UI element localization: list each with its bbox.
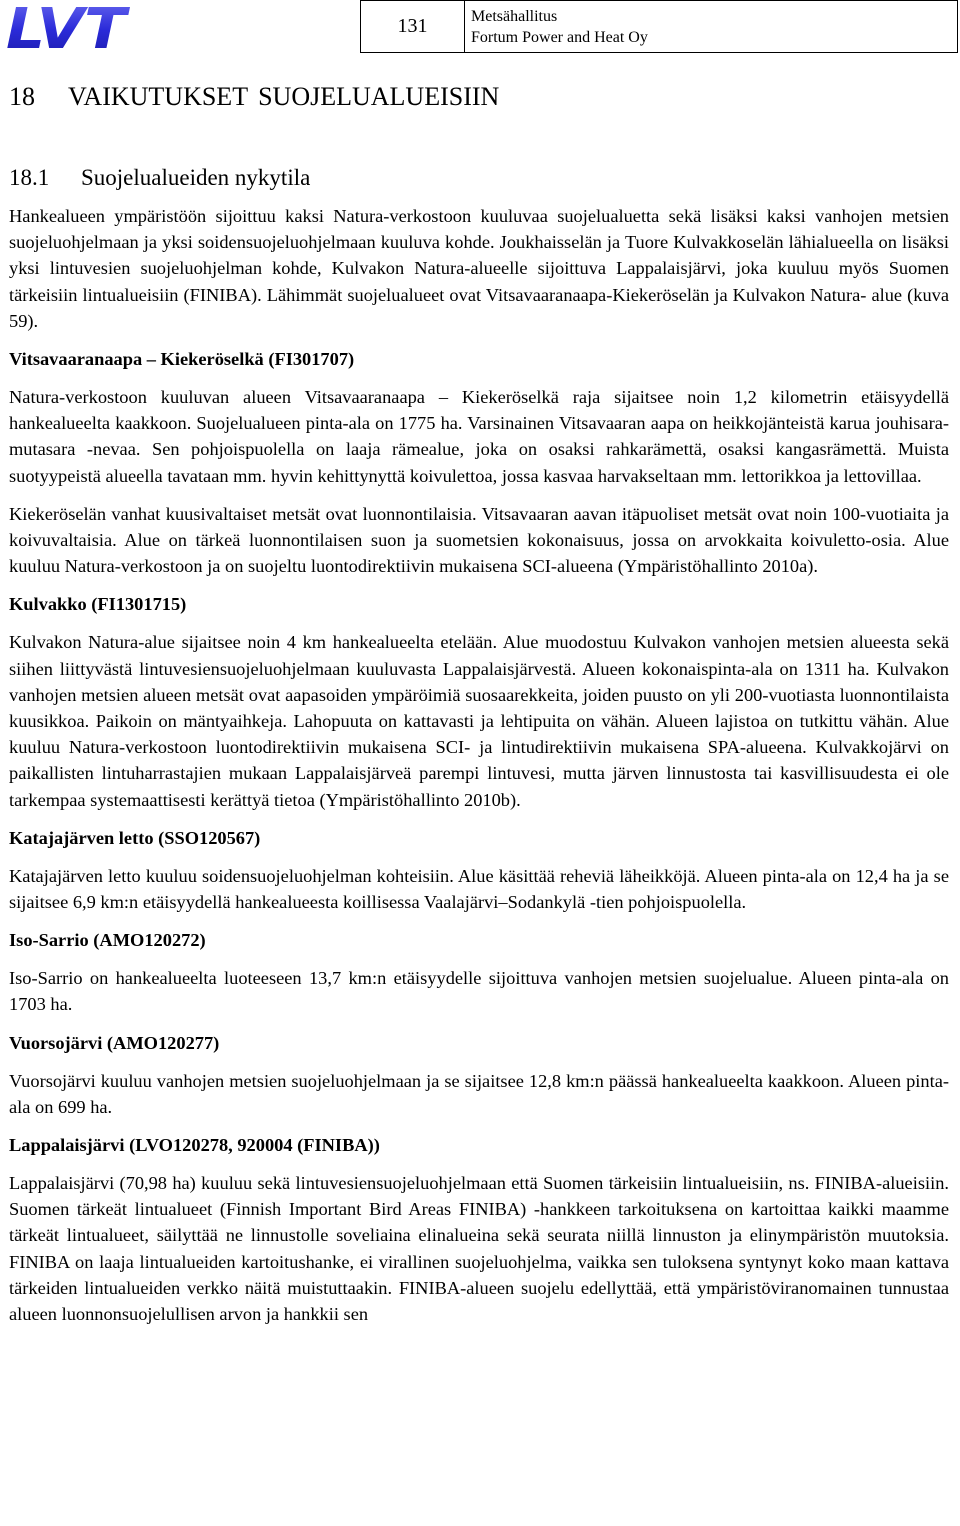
intro-paragraph: Hankealueen ympäristöön sijoittuu kaksi Natura-verkostoon kuuluvaa suojelualuetta sekä lisäksi kaksi vanhojen metsien suojeluohjelmaan ja yksi soidensuojeluohjelmaan kuuluva kohde. Joukhaisselän ja Tuore Kulvakkoselän lähialueella on lisäksi yksi lintuvesien suojeluohjelman kohde, Kulvakon Natura-alueelle sijoittuva Lappalaisjärvi, joka kuuluu myös Suomen tärkeisiin lintualueisiin (FINIBA). Lähimmät suojelualueet ovat Vitsavaaranaapa-Kiekeröselän ja Kulvakon Natura- alue (kuva 59). bbox=[9, 206, 949, 331]
area-heading: Vuorsojärvi (AMO120277) bbox=[9, 1032, 220, 1053]
page-header bbox=[0, 0, 958, 53]
section-number: 18.1 bbox=[9, 165, 50, 190]
document-body bbox=[9, 78, 949, 1339]
area-paragraph: Iso-Sarrio on hankealueelta luoteeseen 13,7 km:n etäisyydelle sijoittuva vanhojen metsien suojelualue. Alueen pinta-ala on 1703 ha. bbox=[9, 968, 949, 1015]
section-title: Suojelualueiden nykytila bbox=[81, 165, 311, 190]
chapter-heading bbox=[9, 78, 949, 116]
area-heading: Iso-Sarrio (AMO120272) bbox=[9, 930, 206, 951]
logo-cell bbox=[0, 1, 361, 53]
area-heading: Vitsavaaranaapa – Kiekeröselkä (FI301707) bbox=[9, 349, 355, 370]
organization-line-2: Fortum Power and Heat Oy bbox=[471, 28, 648, 46]
area-paragraph: Kulvakon Natura-alue sijaitsee noin 4 km hankealueelta etelään. Alue muodostuu Kulvakon vanhojen metsien alueesta sekä siihen liittyvästä lintuvesiensuojeluohjelmaan kuuluvasta Lappalaisjärvestä. Alueen kokonaispinta-ala on 1311 ha. Kulvakon vanhojen metsien alueen metsät ovat aapasoiden ympäröimiä suosaarekkeita, joiden puusto on yli 200-vuotiasta luonnontilaista kuusikkoa. Paikoin on mäntyaihkeja. Lahopuuta on kattavasti ja lehtipuita on vähän. Alueen lajistoa on tutkittu vähän. Alue kuuluu Natura-verkostoon luontodirektiivin mukaisena SCI- ja lintudirektiivin mukaisena SPA-alueena. Kulvakkojärvi on paikallisten lintuharrastajien mukaan Lappalaisjärveä parempi lintuvesi, mutta järven linnustosta tai kasvillisuudesta ei ole tarkempaa systemaattisesti kerättyä tietoa (Ympäristöhallinto 2010b). bbox=[9, 632, 949, 810]
chapter-number: 18 bbox=[9, 82, 35, 111]
area-paragraph: Lappalaisjärvi (70,98 ha) kuuluu sekä lintuvesiensuojeluohjelmaan että Suomen tärkeisiin lintualueisiin, ns. FINIBA-alueisiin. Suomen tärkeät lintualueet (Finnish Important Bird Areas FINIBA) -hankkeen tarkoituksena on kartoittaa kaikki maamme tärkeät lintualueet, säilyttää ne linnustolle soveliaina elinalueina sekä seurata niillä linnuston ja elinympäristön muutoksia. FINIBA on laaja lintualueiden kartoitushanke, ei virallinen suojeluohjelma, vaikka sen tuloksena syntynyt koko maan kattava tärkeiden lintualueiden verkko näitä muistuttaakin. FINIBA-alueen suojelu edellyttää, että ympäristöviranomainen tunnustaa alueen luonnonsuojelullisen arvon ja hankkii sen bbox=[9, 1173, 949, 1325]
section-heading bbox=[9, 161, 949, 195]
area-heading: Katajajärven letto (SSO120567) bbox=[9, 827, 261, 848]
area-heading: Lappalaisjärvi (LVO120278, 920004 (FINIBA)) bbox=[9, 1135, 380, 1156]
area-paragraph: Vuorsojärvi kuuluu vanhojen metsien suojeluohjelmaan ja se sijaitsee 12,8 km:n päässä hankealueelta kaakkoon. Alueen pinta-ala on 699 ha. bbox=[9, 1070, 949, 1117]
page-number: 131 bbox=[361, 1, 465, 53]
chapter-title: VAIKUTUKSET SUOJELUALUEISIIN bbox=[68, 82, 500, 111]
area-paragraph: Natura-verkostoon kuuluvan alueen Vitsavaaranaapa – Kiekeröselkä raja sijaitsee noin 1,2 kilometrin etäisyydellä hankealueelta kaakkoon. Suojelualueen pinta-ala on 1775 ha. Varsinainen Vitsavaaran aapa on heikkojänteistä karua jouhisara-mutasara -nevaa. Sen pohjoispuolella on laaja rämealue, joka on osaksi rahkarämettä, osaksi kangasrämettä. Muista suotyypeistä alueella tavataan mm. hyvin kehittynyttä koivulettoa, jossa kasvaa harvakseltaan mm. lettorikkoa ja lettovillaa. bbox=[9, 387, 949, 486]
area-paragraph: Katajajärven letto kuuluu soidensuojeluohjelman kohteisiin. Alue käsittää reheviä läheikköjä. Alueen pinta-ala on 12,4 ha ja se sijaitsee 6,9 km:n etäisyydellä hankealueesta koillisessa Vaalajärvi–Sodankylä -tien pohjoispuolella. bbox=[9, 865, 949, 913]
organization-cell bbox=[465, 1, 958, 53]
area-paragraph: Kiekeröselän vanhat kuusivaltaiset metsät ovat luonnontilaisia. Vitsavaaran aavan itäpuoliset metsät ovat noin 100-vuotiaita ja koivuvaltaisia. Alue on tärkeä luonnontilaisen suon ja suometsien kokonaisuus, jossa on arvokkaita koivuletto-osia. Alue kuuluu Natura-verkostoon ja on suojeltu luontodirektiivin mukaisena SCI-alueena (Ympäristöhallinto 2010a). bbox=[9, 503, 949, 577]
organization-line-1: Metsähallitus bbox=[471, 7, 558, 25]
area-heading: Kulvakko (FI1301715) bbox=[9, 594, 187, 615]
lvt-logo bbox=[4, 2, 130, 52]
logo-text: LVT bbox=[6, 2, 130, 52]
